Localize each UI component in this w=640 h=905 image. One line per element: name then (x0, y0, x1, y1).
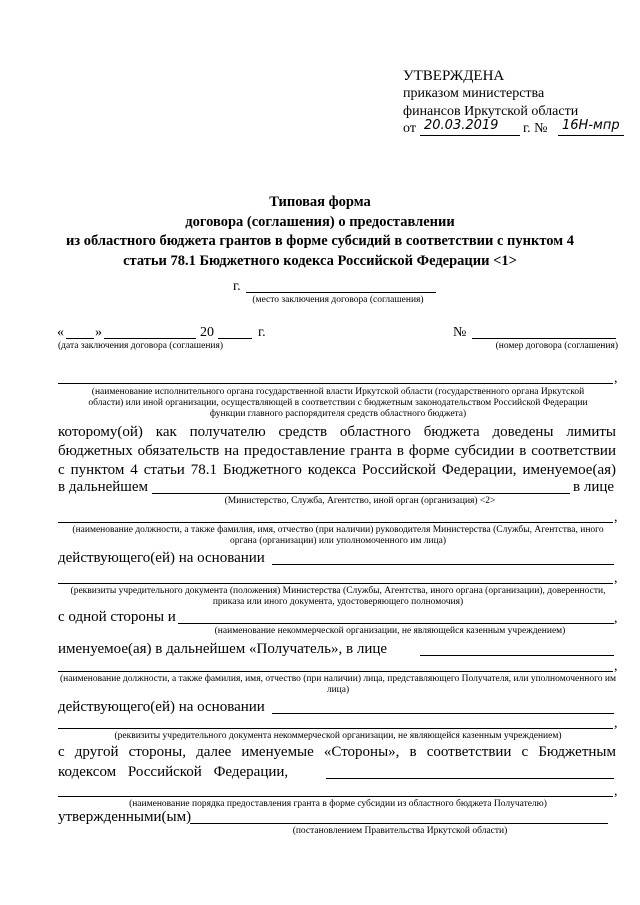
number-caption: (номер договора (соглашения) (495, 341, 618, 351)
p1-line2: бюджетных обязательств на предоставление гранта в форме субсидии в соответствии (58, 443, 616, 459)
heading-line2: договора (соглашения) о предоставлении (185, 213, 455, 230)
approval-line1: приказом министерства (403, 86, 545, 101)
approval-title: УТВЕРЖДЕНА (403, 68, 505, 84)
date-caption: (дата заключения договора (соглашения) (58, 341, 224, 351)
approved-by: утвержденными(ым) (58, 809, 192, 825)
executive-body-line (58, 383, 613, 384)
document-details-caption: (реквизиты учредительного документа (положения) Министерства (Службы, Агентства, иного органа (организации), доверенности, приказа или иного документа, удостоверяющего полномочия) (70, 586, 606, 607)
place-line (246, 292, 436, 293)
head-line (58, 522, 613, 523)
recipient-line-2 (58, 671, 613, 672)
heading-line3: из областного бюджета грантов в форме субсидий в соответствии с пунктом 4 (65, 233, 575, 249)
approval-number: 16Н-мпр (562, 118, 620, 133)
comma: , (614, 716, 618, 731)
comma: , (614, 371, 618, 386)
number-line (472, 338, 616, 339)
form-heading (40, 193, 600, 271)
acting-basis-1: действующего(ей) на основании (58, 550, 265, 566)
place-caption: (место заключения договора (соглашения) (252, 295, 424, 305)
place-g: г. (233, 279, 241, 294)
p1-line1: которому(ой) как получателю средств областного бюджета доведены лимиты (58, 424, 616, 440)
month-line (104, 338, 196, 339)
date-quote-close: » (95, 325, 102, 340)
number-sign: № (453, 325, 467, 340)
p1-in-person: в лице (573, 479, 615, 495)
grant-order-caption: (наименование порядка предоставления гранта в форме субсидии из областного бюджета Получателю) (129, 799, 547, 809)
approved-by-line (190, 823, 608, 824)
recipient-line-1 (420, 655, 614, 656)
heading-line1: Типовая форма (269, 194, 371, 210)
grant-order-line (58, 796, 613, 797)
approved-by-caption: (постановлением Правительства Иркутской области) (292, 826, 508, 836)
approval-ot: от (403, 121, 416, 136)
organization-line (178, 623, 614, 624)
p1-in-further: в дальнейшем (58, 479, 148, 495)
comma: , (614, 659, 618, 674)
comma: , (614, 571, 618, 586)
approval-date: 20.03.2019 (424, 118, 499, 133)
year-line (218, 338, 252, 339)
comma: , (614, 611, 618, 626)
other-side-line2: кодексом Российской Федерации, (58, 764, 289, 780)
executive-body-caption: (наименование исполнительного органа государственной власти Иркутской области (государственного органа Иркутской области) или иной организации, осуществляющей в соответствии с бюджетным законодательством Российской Федерации функции главного распорядителя средств областного бюджета) (88, 387, 588, 419)
date-quote-open: « (57, 325, 64, 340)
head-caption: (наименование должности, а также фамилия, имя, отчество (при наличии) руководителя Министерства (Службы, Агентства, иного органа (организации) или уполномоченного им лица) (72, 525, 604, 546)
named-recipient: именуемое(ая) в дальнейшем «Получатель», в лице (58, 641, 388, 657)
document-details-line (58, 583, 613, 584)
nco-details-caption: (реквизиты учредительного документа некоммерческой организации, не являющейся казенным учреждением) (114, 731, 562, 741)
p1-line3: с пунктом 4 статьи 78.1 Бюджетного кодекса Российской Федерации, именуемое(ая) (58, 462, 616, 478)
ministry-caption: (Министерство, Служба, Агентство, иной орган (организация) <2> (224, 496, 496, 506)
acting-basis-1-line (272, 564, 614, 565)
year-g: г. (258, 325, 266, 340)
other-side-line1: с другой стороны, далее именуемые «Стороны», в соответствии с Бюджетным (58, 744, 616, 760)
comma: , (614, 784, 618, 799)
acting-basis-2-line (272, 713, 614, 714)
comma: , (614, 510, 618, 525)
approval-number-line (558, 135, 624, 136)
recipient-caption: (наименование должности, а также фамилия, имя, отчество (при наличии) лица, представляющего Получателя, или уполномоченного им лица) (59, 674, 617, 695)
heading-line4: статьи 78.1 Бюджетного кодекса Российской Федерации <1> (123, 252, 517, 269)
approval-g-no: г. № (523, 121, 548, 136)
ministry-line (152, 493, 570, 494)
day-line (66, 338, 94, 339)
approval-date-line (420, 135, 520, 136)
approval-line2: финансов Иркутской области (403, 104, 579, 119)
budget-code-line (326, 778, 614, 779)
organization-caption: (наименование некоммерческой организации, не являющейся казенным учреждением) (214, 626, 566, 636)
acting-basis-2: действующего(ей) на основании (58, 699, 265, 715)
year-prefix: 20 (200, 325, 214, 340)
paragraph-limits (58, 423, 616, 480)
one-side: с одной стороны и (58, 609, 176, 625)
nco-details-line (58, 728, 613, 729)
